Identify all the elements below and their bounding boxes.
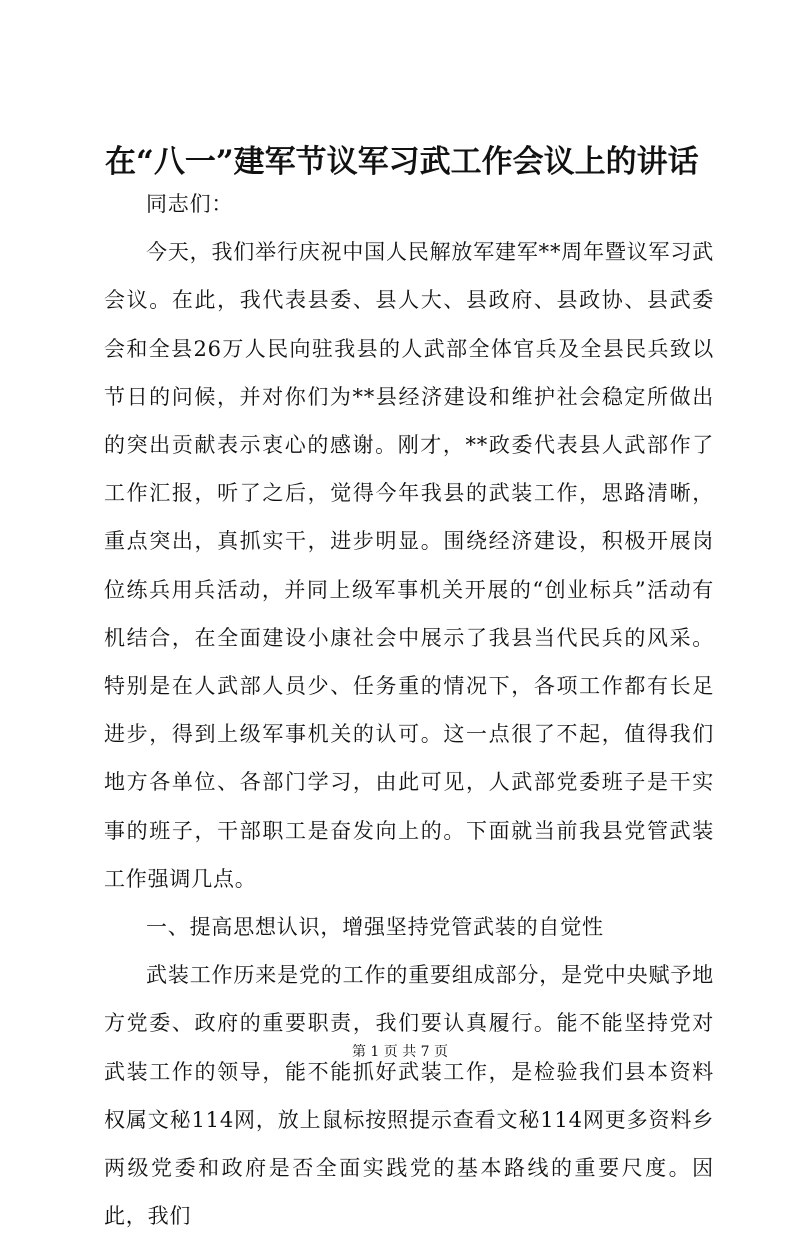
page-footer: 第 1 页 共 7 页 xyxy=(351,1044,449,1060)
section-paragraph: 武装工作历来是党的工作的重要组成部分，是党中央赋予地方党委、政府的重要职责，我们要认真履行。能不能坚持党对武装工作的领导，能不能抓好武装工作，是检验我们县本资料权属文秘114网，放上鼠标按照提示查看文秘114网更多资料乡两级党委和政府是否全面实践党的基本路线的重要尺度。因此，我们 xyxy=(104,963,714,1229)
document-body xyxy=(104,180,714,1240)
document-title: 在“八一”建军节议军习武工作会议上的讲话 xyxy=(105,144,699,180)
section-heading: 一、提高思想认识，增强坚持党管武装的自觉性 xyxy=(146,915,604,940)
greeting-paragraph: 同志们： xyxy=(146,192,234,216)
opening-paragraph: 今天，我们举行庆祝中国人民解放军建军**周年暨议军习武会议。在此，我代表县委、县人大、县政府、县政协、县武委会和全县26万人民向驻我县的人武部全体官兵及全县民兵致以节日的问候，并对你们为**县经济建设和维护社会稳定所做出的突出贡献表示衷心的感谢。刚才，**政委代表县人武部作了工作汇报，听了之后，觉得今年我县的武装工作，思路清晰，重点突出，真抓实干，进步明显。围绕经济建设，积极开展岗位练兵用兵活动，并同上级军事机关开展的“创业标兵”活动有机结合，在全面建设小康社会中展示了我县当代民兵的风采。特别是在人武部人员少、任务重的情况下，各项工作都有长足进步，得到上级军事机关的认可。这一点很了不起，值得我们地方各单位、各部门学习，由此可见，人武部党委班子是干实事的班子，干部职工是奋发向上的。下面就当前我县党管武装工作强调几点。 xyxy=(104,240,714,891)
